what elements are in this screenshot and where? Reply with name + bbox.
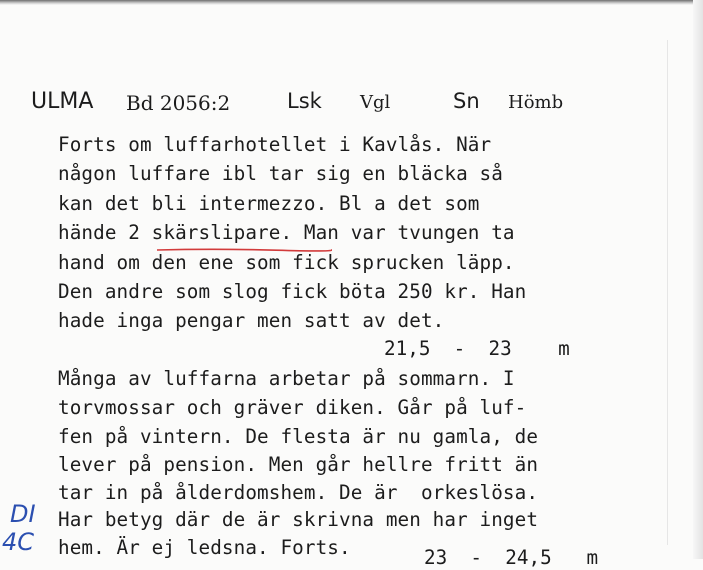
province-value: Vgl xyxy=(360,92,391,113)
card-right-edge xyxy=(693,0,703,559)
red-underline xyxy=(156,248,332,252)
text-line: Många av luffarna arbetar på sommarn. I xyxy=(58,367,515,390)
text-line: hände 2 skärslipare. Man var tvungen ta xyxy=(58,221,515,244)
margin-note-top: DI xyxy=(10,500,36,528)
volume-number: Bd 2056:2 xyxy=(126,91,231,115)
text-line: någon luffare ibl tar sig en bläcka så xyxy=(58,162,503,185)
scan-line xyxy=(667,40,668,545)
text-line: fen på vintern. De flesta är nu gamla, de xyxy=(58,425,539,448)
text-line: Forts om luffarhotellet i Kavlås. När xyxy=(58,133,492,156)
text-line: tar in på ålderdomshem. De är orkeslösa. xyxy=(58,481,539,504)
province-label: Lsk xyxy=(287,89,322,113)
parish-label: Sn xyxy=(453,89,480,113)
timestamp-1: 21,5 - 23 m xyxy=(384,337,570,360)
text-line: kan det bli intermezzo. Bl a det som xyxy=(58,192,480,215)
text-line: hem. Är ej ledsna. Forts. xyxy=(58,536,351,559)
text-line: hade inga pengar men satt av det. xyxy=(58,309,445,332)
text-line: hand om den ene som fick sprucken läpp. xyxy=(58,251,515,274)
margin-note-bottom: 4C xyxy=(2,528,35,556)
parish-value: Hömb xyxy=(508,92,564,113)
text-line: Den andre som slog fick böta 250 kr. Han xyxy=(58,280,527,303)
text-line: Har betyg där de är skrivna men har inget xyxy=(58,508,539,531)
text-line: torvmossar och gräver diken. Går på luf- xyxy=(58,396,527,419)
archive-code: ULMA xyxy=(31,89,94,114)
timestamp-2: 23 - 24,5 m xyxy=(424,546,599,569)
card-top-edge xyxy=(0,0,703,5)
text-line: lever på pension. Men går hellre fritt än xyxy=(58,453,539,476)
